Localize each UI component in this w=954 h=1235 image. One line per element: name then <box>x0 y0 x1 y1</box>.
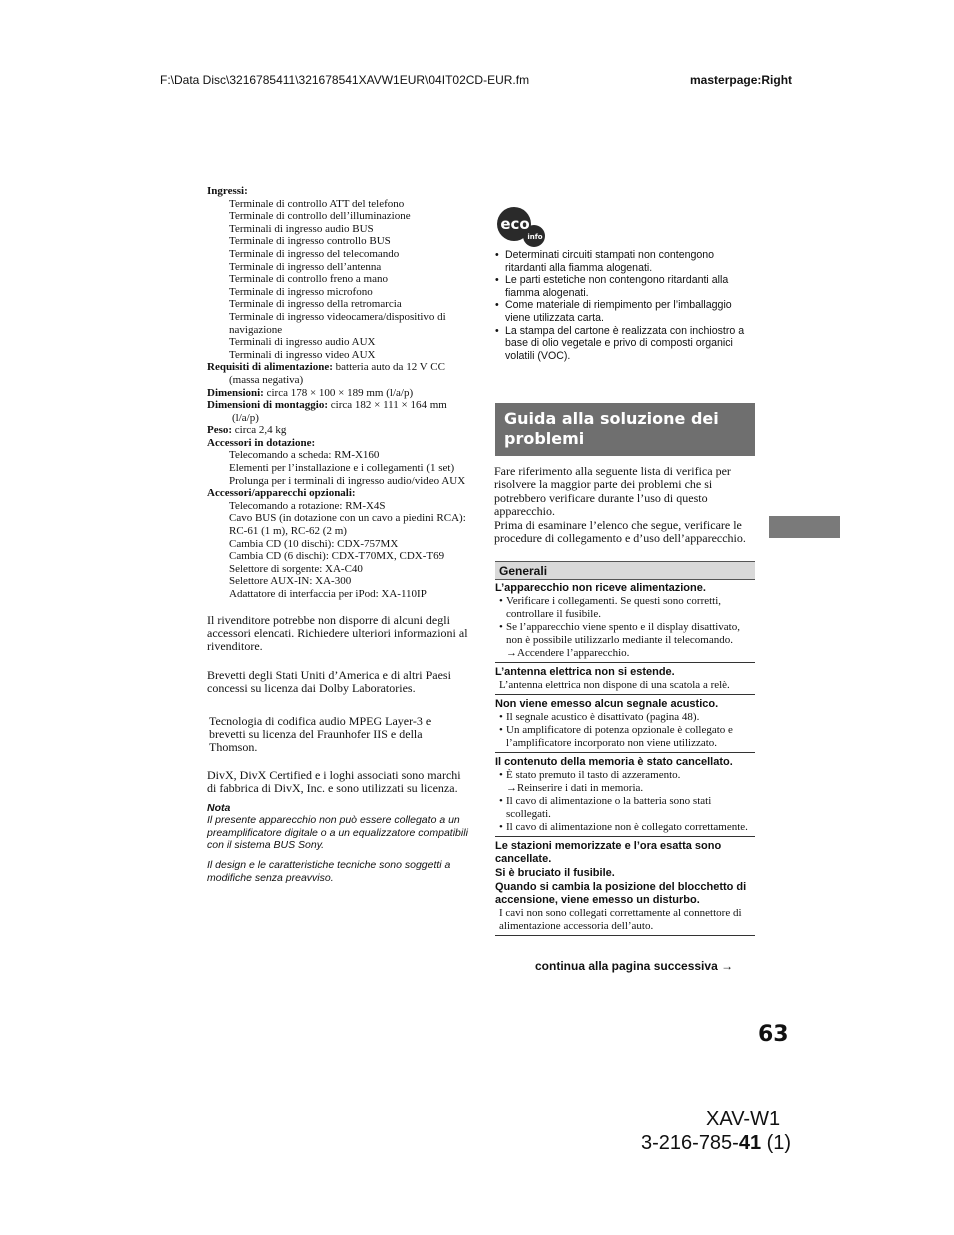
list-item: Terminali di ingresso audio BUS <box>229 222 374 235</box>
troubleshooting-list <box>495 581 755 938</box>
problem-heading: Quando si cambia la posizione del blocchetto di accensione, viene emesso un disturbo. <box>495 881 747 906</box>
list-item: • La stampa del cartone è realizzata con inchiostro a base di olio vegetale e privo di composti organici volatili (VOC). <box>494 325 756 363</box>
solution-subitem: →Accendere l’apparecchio. <box>506 647 630 659</box>
list-item: Adattatore di interfaccia per iPod: XA-110IP <box>229 588 427 600</box>
spec-dimensions: Dimensioni: circa 178 × 100 × 189 mm (l/a/p) <box>207 386 414 399</box>
spec-mounting-cont: (l/a/p) <box>232 411 259 424</box>
divx-note: DivX, DivX Certified e i loghi associati sono marchi di fabbrica di DivX, Inc. e sono utilizzati su licenza. <box>207 767 461 796</box>
solution-text: L’antenna elettrica non dispone di una scatola a relè. <box>499 679 730 691</box>
list-item: Telecomando a scheda: RM-X160 <box>229 449 380 462</box>
solution-text: I cavi non sono collegati correttamente al connettore di alimentazione accessoria dell’auto. <box>499 907 742 932</box>
eco-info-logo <box>496 203 548 247</box>
list-item: Terminale di ingresso dell’antenna <box>229 260 382 273</box>
trouble-item <box>495 581 755 663</box>
dolby-note: Brevetti degli Stati Uniti d’America e di altri Paesi concessi su licenza dai Dolby Laboratories. <box>207 667 451 696</box>
solution-bullet: • Verificare i collegamenti. Se questi sono corretti, controllare il fusibile. <box>495 595 755 621</box>
section-side-tab <box>769 516 840 538</box>
solution-bullet: • Se l’apparecchio viene spento e il display disattivato, non è possibile utilizzarlo mediante il telecomando. <box>495 621 755 647</box>
arrow-right-icon: → <box>506 782 517 794</box>
list-item: Terminale di controllo dell’illuminazione <box>229 210 411 223</box>
spec-inputs-label: Ingressi: <box>207 185 248 197</box>
list-item: Selettore AUX-IN: XA-300 <box>229 575 352 588</box>
nota-label: Nota <box>207 801 231 814</box>
specifications-column <box>207 185 469 884</box>
list-item: • Determinati circuiti stampati non contengono ritardanti alla fiamma alogenati. <box>494 249 756 274</box>
trouble-item <box>495 697 755 753</box>
page-number: 63 <box>758 1022 789 1047</box>
problem-heading: Si è bruciato il fusibile. <box>495 867 615 879</box>
list-item: Cavo BUS (in dotazione con un cavo a piedini RCA): RC-61 (1 m), RC-62 (2 m) <box>229 512 466 538</box>
list-item: Selettore di sorgente: XA-C40 <box>229 562 363 575</box>
solution-bullet: • È stato premuto il tasto di azzeramento. <box>495 769 755 782</box>
spec-optional-label: Accessori/apparecchi opzionali: <box>207 487 356 500</box>
list-item: Telecomando a rotazione: RM-X4S <box>229 499 386 512</box>
design-note: Il design e le caratteristiche tecniche sono soggetti a modifiche senza preavviso. <box>207 859 451 884</box>
spec-mounting: Dimensioni di montaggio: circa 182 × 111 × 164 mm <box>207 399 447 412</box>
list-item: • Le parti estetiche non contengono ritardanti alla fiamma alogenati. <box>494 274 756 299</box>
dealer-note: Il rivenditore potrebbe non disporre di alcuni degli accessori elencati. Richiedere ulteriori informazioni al rivenditore. <box>207 612 468 654</box>
notes-block <box>207 601 469 885</box>
solution-subitem: →Reinserire i dati in memoria. <box>506 782 644 794</box>
solution-bullet: • Il cavo di alimentazione non è collegato correttamente. <box>495 821 755 834</box>
eco-list <box>494 249 756 362</box>
list-item: Terminale di ingresso della retromarcia <box>229 298 402 311</box>
trouble-item <box>495 665 755 695</box>
spec-weight: Peso: circa 2,4 kg <box>207 424 287 437</box>
spec-power-cont: (massa negativa) <box>229 373 304 386</box>
list-item: Cambia CD (10 dischi): CDX-757MX <box>229 537 399 550</box>
intro-paragraph: Prima di esaminare l’elenco che segue, verificare le procedure di collegamento e d’uso dell’apparecchio. <box>494 517 746 546</box>
problem-heading: L’antenna elettrica non si estende. <box>495 666 675 678</box>
spec-supplied-list <box>207 449 469 487</box>
troubleshooting-intro <box>494 465 759 545</box>
subsection-heading: Generali <box>495 561 755 580</box>
problem-heading: Il contenuto della memoria è stato cancellato. <box>495 756 733 768</box>
list-item: Terminale di ingresso videocamera/dispositivo di navigazione <box>229 310 446 336</box>
arrow-right-icon: → <box>506 647 517 659</box>
continue-next-page: continua alla pagina successiva → <box>535 959 734 973</box>
list-item: Terminale di ingresso microfono <box>229 285 373 298</box>
model-name: XAV-W1 <box>706 1108 781 1130</box>
mpeg-note: Tecnologia di codifica audio MPEG Layer-3 e brevetti su licenza del Fraunhofer IIS e della Thomson. <box>209 713 432 755</box>
list-item: • Come materiale di riempimento per l’imballaggio viene utilizzata carta. <box>494 299 756 324</box>
masterpage-label: masterpage:Right <box>690 73 793 87</box>
file-path-header: F:\Data Disc\3216785411\321678541XAVW1EUR\04IT02CD-EUR.fm <box>160 73 530 87</box>
problem-heading: L’apparecchio non riceve alimentazione. <box>495 582 706 594</box>
list-item: Prolunga per i terminali di ingresso audio/video AUX <box>229 474 466 487</box>
solution-bullet: • Il segnale acustico è disattivato (pagina 48). <box>495 711 755 724</box>
list-item: Cambia CD (6 dischi): CDX-T70MX, CDX-T69 <box>229 550 445 563</box>
list-item: Terminale di controllo freno a mano <box>229 273 388 286</box>
problem-heading: Le stazioni memorizzate e l’ora esatta sono cancellate. <box>495 840 722 865</box>
intro-paragraph: Fare riferimento alla seguente lista di verifica per risolvere la maggior parte dei problemi che si potrebbero verificare durante l’uso di questo apparecchio. <box>494 464 731 519</box>
list-item: Terminale di controllo ATT del telefono <box>229 197 405 210</box>
solution-bullet: • Un amplificatore di potenza opzionale è collegato e l’amplificatore incorporato non viene utilizzato. <box>495 724 755 750</box>
problem-heading: Non viene emesso alcun segnale acustico. <box>495 698 719 710</box>
nota-text: Il presente apparecchio non può essere collegato a un preamplificatore digitale o a un equalizzatore compatibili con il sistema BUS Sony. <box>207 814 468 852</box>
list-item: Terminali di ingresso video AUX <box>229 348 376 361</box>
trouble-item <box>495 839 755 936</box>
solution-bullet: • Il cavo di alimentazione o la batteria sono stati scollegati. <box>495 795 755 821</box>
section-title: Guida alla soluzione dei problemi <box>495 403 755 456</box>
list-item: Terminale di ingresso controllo BUS <box>229 235 391 248</box>
arrow-right-icon: → <box>721 959 734 973</box>
list-item: Terminali di ingresso audio AUX <box>229 336 376 349</box>
product-code: 3-216-785-41 (1) <box>641 1132 792 1154</box>
eco-logo-text: eco <box>500 215 530 233</box>
spec-inputs-list <box>207 198 469 362</box>
spec-supplied-label: Accessori in dotazione: <box>207 436 316 449</box>
spec-optional-list <box>207 500 469 601</box>
spec-power: Requisiti di alimentazione: batteria auto da 12 V CC <box>207 361 445 374</box>
trouble-item <box>495 755 755 837</box>
list-item: Terminale di ingresso del telecomando <box>229 247 400 260</box>
list-item: Elementi per l’installazione e i collegamenti (1 set) <box>229 462 455 475</box>
eco-info-text: info <box>527 233 543 241</box>
